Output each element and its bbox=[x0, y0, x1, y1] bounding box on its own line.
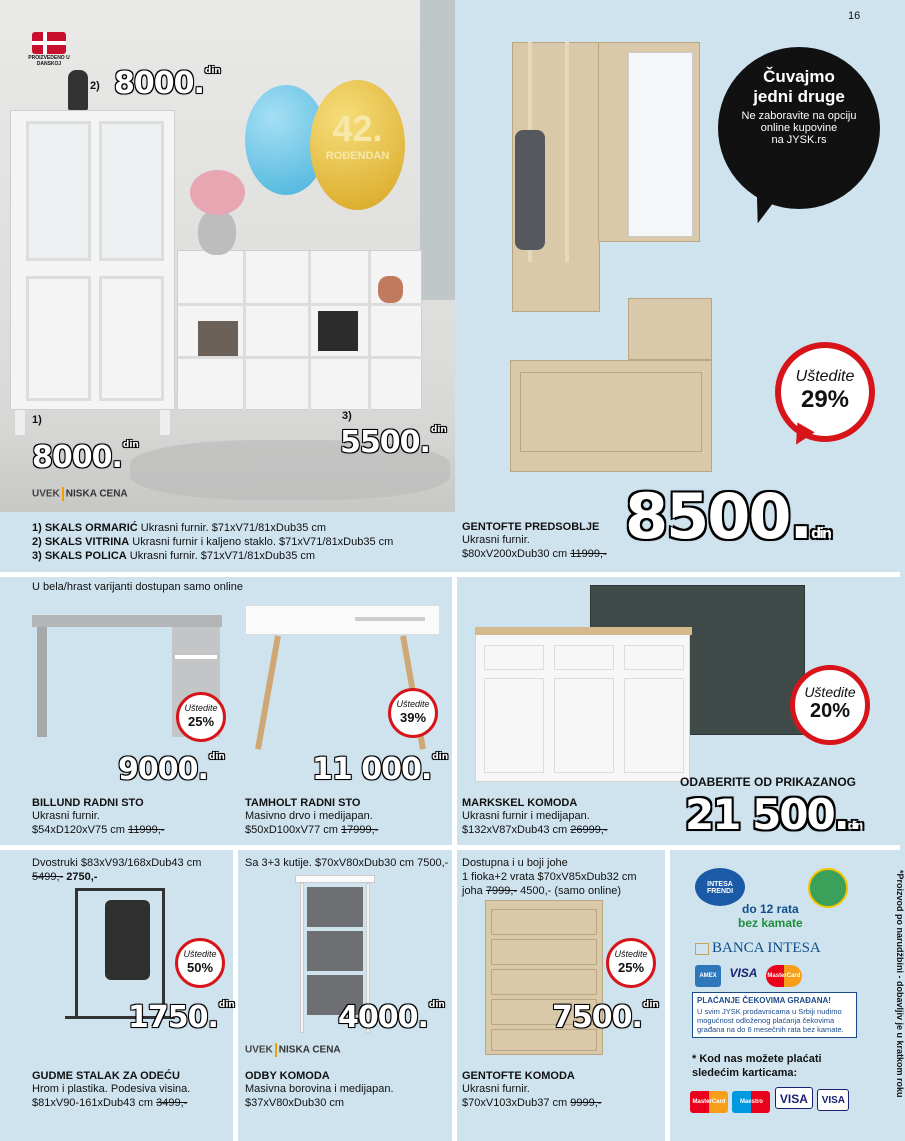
product-size: $132xV87xDub43 cm 26999,- bbox=[462, 824, 608, 836]
banca-intesa-logo: BANCA INTESA bbox=[695, 940, 821, 957]
markskel-info bbox=[462, 797, 608, 837]
gold-balloon bbox=[310, 80, 405, 210]
product-title: BILLUND RADNI STO bbox=[32, 797, 144, 809]
gudme-info bbox=[32, 1070, 190, 1110]
visa-electron-icon: VISA bbox=[817, 1089, 849, 1111]
product-desc: Ukrasni furnir. bbox=[32, 810, 100, 822]
price-gudme: 1750.$^{din}$ bbox=[128, 1000, 235, 1035]
variant-price: 5499,- 2750,- bbox=[32, 871, 98, 883]
save-badge-tamholt: Uštedite 39% bbox=[388, 688, 438, 738]
predsoblje-info bbox=[462, 521, 632, 561]
product-desc: Masivna borovina i medijapan. bbox=[245, 1083, 394, 1095]
rate-text: do 12 rata bez kamate bbox=[738, 902, 803, 930]
shoe-cabinet-top bbox=[628, 298, 712, 360]
price2-marker: 2) bbox=[90, 80, 100, 92]
price-odby: 4000.$^{din}$ bbox=[338, 1000, 445, 1035]
product-desc: Ukrasni furnir i medijapan. bbox=[462, 810, 590, 822]
bubble-line2: jedni druge bbox=[753, 87, 845, 106]
product-desc: Hrom i plastika. Podesiva visina. bbox=[32, 1083, 191, 1095]
variant-line1: Dostupna i u boji johe bbox=[462, 857, 568, 869]
made-in-label: PROIZVEDENO U DANSKOJ bbox=[28, 55, 70, 67]
divider-h2 bbox=[0, 845, 900, 850]
variant-size: Dvostruki $83xV93/168xDub43 cm bbox=[32, 857, 202, 869]
product-title: GUDME STALAK ZA ODEĆU bbox=[32, 1070, 180, 1082]
price3-marker: 3) bbox=[342, 410, 352, 422]
maestro-icon: Maestro bbox=[732, 1091, 770, 1113]
divider-h1 bbox=[0, 572, 900, 577]
flowers bbox=[190, 170, 245, 215]
bubble-line4: online kupovine bbox=[760, 122, 838, 134]
vertical-note: *Proizvod po narudžbini - dobavljiv je u kratkom roku bbox=[895, 870, 905, 1098]
card-logos-bottom bbox=[690, 1087, 849, 1113]
price-markskel: 21 500.din bbox=[685, 790, 862, 839]
item-skals-ormaric: 1) SKALS ORMARIĆ Ukrasni furnir. $71xV71/81xDub35 cm bbox=[32, 522, 327, 534]
save-badge-markskel: Uštedite 20% bbox=[790, 665, 870, 745]
balloon-age: 42. bbox=[332, 108, 383, 149]
mirror bbox=[628, 52, 693, 237]
scarf bbox=[515, 130, 545, 250]
product-size: $80xV200xDub30 cm 11999,- bbox=[462, 548, 607, 560]
save-badge-gentofte-komoda: Uštedite 25% bbox=[606, 938, 656, 988]
mastercard-icon: MasterCard bbox=[690, 1091, 728, 1113]
product-title: ODBY KOMODA bbox=[245, 1070, 330, 1082]
product-title: TAMHOLT RADNI STO bbox=[245, 797, 361, 809]
billund-info bbox=[32, 797, 165, 837]
bubble-line3: Ne zaboravite na opciju bbox=[741, 110, 857, 122]
room-photo bbox=[0, 0, 455, 512]
skals-item-list bbox=[32, 521, 452, 563]
window bbox=[420, 0, 455, 300]
balloon-label: ROĐENDAN bbox=[325, 150, 390, 162]
uvek-niska-cena-badge: UVEK NISKA CENA bbox=[32, 488, 128, 500]
gentofte-komoda-info bbox=[462, 1070, 601, 1110]
odby-uvek-niska-badge: UVEK NISKA CENA bbox=[245, 1044, 341, 1056]
product-size: $50xD100xV77 cm 17999,- bbox=[245, 824, 379, 836]
item-skals-vitrina: 2) SKALS VITRINA Ukrasni furnir i kaljeno staklo. $71xV71/81xDub35 cm bbox=[32, 536, 394, 548]
price-tamholt: 11 000.$^{din}$ bbox=[312, 752, 449, 787]
gudme-top bbox=[32, 856, 201, 884]
gentofte-komoda-top bbox=[462, 856, 662, 898]
cheque-text: U svim JYSK prodavnicama u Srbiji nudimo mogućnost odloženog plaćanja čekovima građana na do 6 mesečnih rata bez kamate. bbox=[697, 1007, 844, 1034]
divider-v-b2 bbox=[452, 845, 457, 1141]
markskel-white bbox=[475, 632, 690, 782]
odby-info bbox=[245, 1070, 394, 1110]
mastercard-icon: MasterCard bbox=[766, 965, 802, 987]
save-badge-gudme: Uštedite 50% bbox=[175, 938, 225, 988]
globe-icon bbox=[808, 868, 848, 908]
bubble-line5: na JYSK.rs bbox=[771, 134, 827, 146]
variant-line3: joha 7999,- 4500,- (samo online) bbox=[462, 885, 622, 897]
product-desc: Masivno drvo i medijapan. bbox=[245, 810, 373, 822]
variant-line2: 1 fioka+2 vrata $70xV85xDub32 cm bbox=[462, 871, 637, 883]
product-size: $54xD120xV75 cm 11999,- bbox=[32, 824, 165, 836]
divider-v-mid bbox=[452, 572, 457, 847]
price-vitrina: 8000.$^{din}$ bbox=[114, 66, 221, 101]
price-gentofte-komoda: 7500.$^{din}$ bbox=[552, 1000, 659, 1035]
odby-top: Sa 3+3 kutije. $70xV80xDub30 cm 7500,- bbox=[245, 857, 449, 869]
price1-marker: 1) bbox=[32, 414, 42, 426]
product-size: $70xV103xDub37 cm 9999,- bbox=[462, 1097, 602, 1109]
vitrina-legs bbox=[15, 410, 25, 435]
price-ormaric: 8000.$^{din}$ bbox=[32, 440, 139, 475]
cheque-title: PLAĆANJE ČEKOVIMA GRAĐANA! bbox=[697, 996, 831, 1005]
online-note: U bela/hrast varijanti dostupan samo online bbox=[32, 581, 243, 593]
page-number: 16 bbox=[848, 10, 861, 22]
amex-icon: AMEX bbox=[695, 965, 721, 987]
denmark-flag-icon bbox=[32, 32, 66, 54]
divider-v-b1 bbox=[233, 845, 238, 1141]
product-title: GENTOFTE KOMODA bbox=[462, 1070, 575, 1082]
product-size: $37xV80xDub30 cm bbox=[245, 1097, 345, 1109]
divider-v-b3 bbox=[665, 845, 670, 1141]
intesa-frendi-logo: INTESA FRENDI bbox=[695, 868, 745, 906]
speech-bubble bbox=[718, 47, 880, 209]
price-predsoblje: 8500.din bbox=[625, 480, 830, 553]
product-desc: Ukrasni furnir. bbox=[462, 534, 530, 546]
card-logos-top bbox=[695, 962, 802, 987]
markskel-choose: ODABERITE OD PRIKAZANOG bbox=[680, 775, 857, 789]
skals-vitrina bbox=[10, 110, 175, 410]
visa-icon: VISA bbox=[729, 966, 758, 980]
price-billund: 9000.$^{din}$ bbox=[118, 752, 225, 787]
bubble-line1: Čuvajmo bbox=[763, 67, 835, 86]
save-badge-predsoblje: Uštedite 29% bbox=[775, 342, 875, 442]
product-title: MARKSKEL KOMODA bbox=[462, 797, 578, 809]
price-polica: 5500.$^{din}$ bbox=[340, 425, 447, 460]
skals-polica bbox=[177, 250, 422, 410]
vase bbox=[198, 210, 236, 255]
cheque-box bbox=[692, 992, 857, 1038]
product-title: GENTOFTE PREDSOBLJE bbox=[462, 521, 600, 533]
visa-icon: VISA bbox=[775, 1087, 813, 1109]
statue bbox=[68, 70, 88, 110]
tamholt-info bbox=[245, 797, 378, 837]
product-desc: Ukrasni furnir. bbox=[462, 1083, 530, 1095]
product-size: $81xV90-161xDub43 cm 3499,- bbox=[32, 1097, 188, 1109]
save-badge-billund: Uštedite 25% bbox=[176, 692, 226, 742]
item-skals-polica: 3) SKALS POLICA Ukrasni furnir. $71xV71/81xDub35 cm bbox=[32, 550, 316, 562]
accept-cards-text: * Kod nas možete plaćati sledećim karticama: bbox=[692, 1053, 822, 1079]
